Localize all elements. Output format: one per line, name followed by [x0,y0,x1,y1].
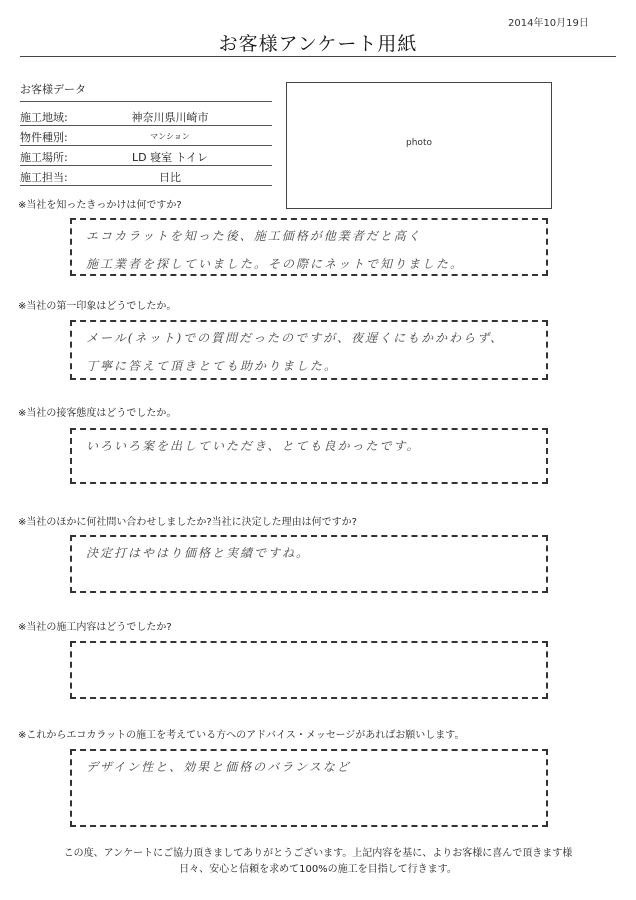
row-value: LD 寝室 トイレ [131,151,209,164]
customer-row-property-type [20,126,272,146]
customer-row-location [20,146,272,166]
customer-row-staff [20,166,272,186]
answer-box-how-found [70,218,548,276]
row-value: マンション [150,132,190,141]
footer-message-line1: この度、アンケートにご協力頂きましてありがとうございます。上記内容を基に、よりお客様に喜んで頂きます様 [63,848,573,859]
row-value: 神奈川県川崎市 [131,111,209,124]
question-first-impression: ※当社の第一印象はどうでしたか。 [18,301,177,312]
answer-line: 丁寧に答えて頂きとても助かりました。 [86,359,339,373]
answer-box-advice [70,749,548,827]
answer-line: エコカラットを知った後、施工価格が他業者だと高く [86,229,422,243]
question-how-found: ※当社を知ったきっかけは何ですか? [18,200,182,211]
answer-line: 施工業者を探していました。その際にネットで知りました。 [86,257,465,271]
row-label: 施工担当: [20,171,68,184]
question-other-companies: ※当社のほかに何社問い合わせしましたか?当社に決定した理由は何ですか? [18,517,357,528]
page-title: お客様アンケート用紙 [218,33,418,55]
row-label: 物件種別: [20,131,68,144]
answer-box-work-quality [70,641,548,699]
answer-line: デザイン性と、効果と価格のバランスなど [86,760,351,774]
row-label: 施工場所: [20,151,68,164]
answer-line: 決定打はやはり価格と実績ですね。 [86,546,311,560]
title-divider [20,56,616,57]
row-label: 施工地域: [20,111,68,124]
answer-line: メール(ネット)での質問だったのですが、夜遅くにもかかわらず、 [86,331,505,345]
question-work-quality: ※当社の施工内容はどうでしたか? [18,622,172,633]
footer-message-line2: 日々、安心と信頼を求めて100%の施工を目指して行きます。 [179,864,457,875]
customer-data-heading: お客様データ [20,83,86,96]
answer-box-first-impression [70,320,548,380]
customer-row-area [20,106,272,126]
answer-box-other-companies [70,535,548,593]
customer-data-divider [20,101,272,102]
question-service-attitude: ※当社の接客態度はどうでしたか。 [18,408,177,419]
photo-placeholder [286,82,552,209]
answer-box-service-attitude [70,428,548,484]
question-advice: ※これからエコカラットの施工を考えている方へのアドバイス・メッセージがあればお願いします。 [18,730,465,741]
answer-line: いろいろ案を出していただき、とても良かったです。 [86,439,421,453]
row-value: 日比 [159,171,181,184]
survey-date: 2014年10月19日 [508,18,589,29]
photo-label: photo [406,138,432,148]
